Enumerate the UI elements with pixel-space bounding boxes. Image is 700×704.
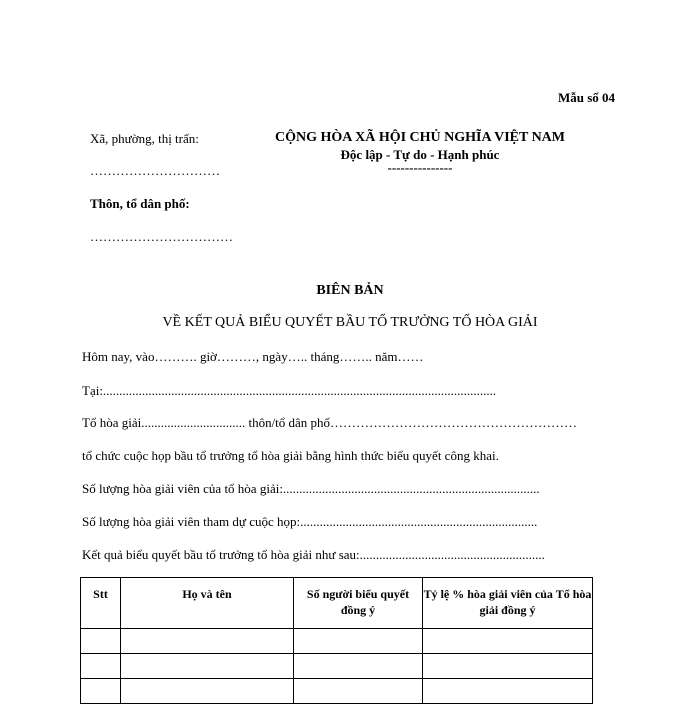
mediation-team-line: Tổ hòa giải................................ thôn/tổ dân phố………………………………………………… <box>82 415 578 430</box>
table-cell <box>81 654 121 679</box>
mediator-count-line: Số lượng hòa giải viên của tổ hòa giải:............................................................................... <box>82 481 540 496</box>
table-header-row <box>81 578 593 629</box>
table-cell <box>423 629 593 654</box>
column-header-name: Họ và tên <box>121 578 294 629</box>
table-cell <box>121 654 294 679</box>
column-header-votes: Số người biểu quyết đồng ý <box>294 578 423 629</box>
commune-blank: ………………………… <box>90 163 220 178</box>
document-title: BIÊN BẢN <box>316 283 384 298</box>
commune-label: Xã, phường, thị trấn: <box>90 131 199 146</box>
table-cell <box>121 629 294 654</box>
meeting-location-line: Tại:......................................................................................................................... <box>82 383 497 398</box>
meeting-time-line: Hôm nay, vào………. giờ………, ngày….. tháng…….. năm…… <box>82 349 424 364</box>
column-header-stt: Stt <box>81 578 121 629</box>
document-subtitle: VỀ KẾT QUẢ BIỂU QUYẾT BẦU TỔ TRƯỞNG TỔ HÒA GIẢI <box>162 315 538 330</box>
hamlet-label: Thôn, tổ dân phố: <box>90 196 190 211</box>
vote-result-table <box>80 577 593 704</box>
nation-title: CỘNG HÒA XÃ HỘI CHỦ NGHĨA VIỆT NAM <box>274 130 565 145</box>
form-number: Mẫu số 04 <box>558 90 616 105</box>
table-cell <box>423 654 593 679</box>
table-cell <box>81 629 121 654</box>
table-cell <box>294 629 423 654</box>
meeting-purpose-line: tổ chức cuộc họp bầu tổ trưởng tổ hòa giải bằng hình thức biểu quyết công khai. <box>82 448 499 463</box>
column-header-percent: Tỷ lệ % hòa giải viên của Tổ hòa giải đồng ý <box>423 578 593 629</box>
motto-underline: --------------- <box>387 160 453 175</box>
hamlet-blank: …………………………… <box>90 229 233 244</box>
table-row <box>81 654 593 679</box>
attendee-count-line: Số lượng hòa giải viên tham dự cuộc họp:......................................................................... <box>82 514 538 529</box>
table-cell <box>294 654 423 679</box>
motto: Độc lập - Tự do - Hạnh phúc <box>340 147 500 162</box>
vote-result-line: Kết quả biểu quyết bầu tổ trưởng tổ hòa giải như sau:......................................................... <box>82 547 545 562</box>
table-row <box>81 629 593 654</box>
